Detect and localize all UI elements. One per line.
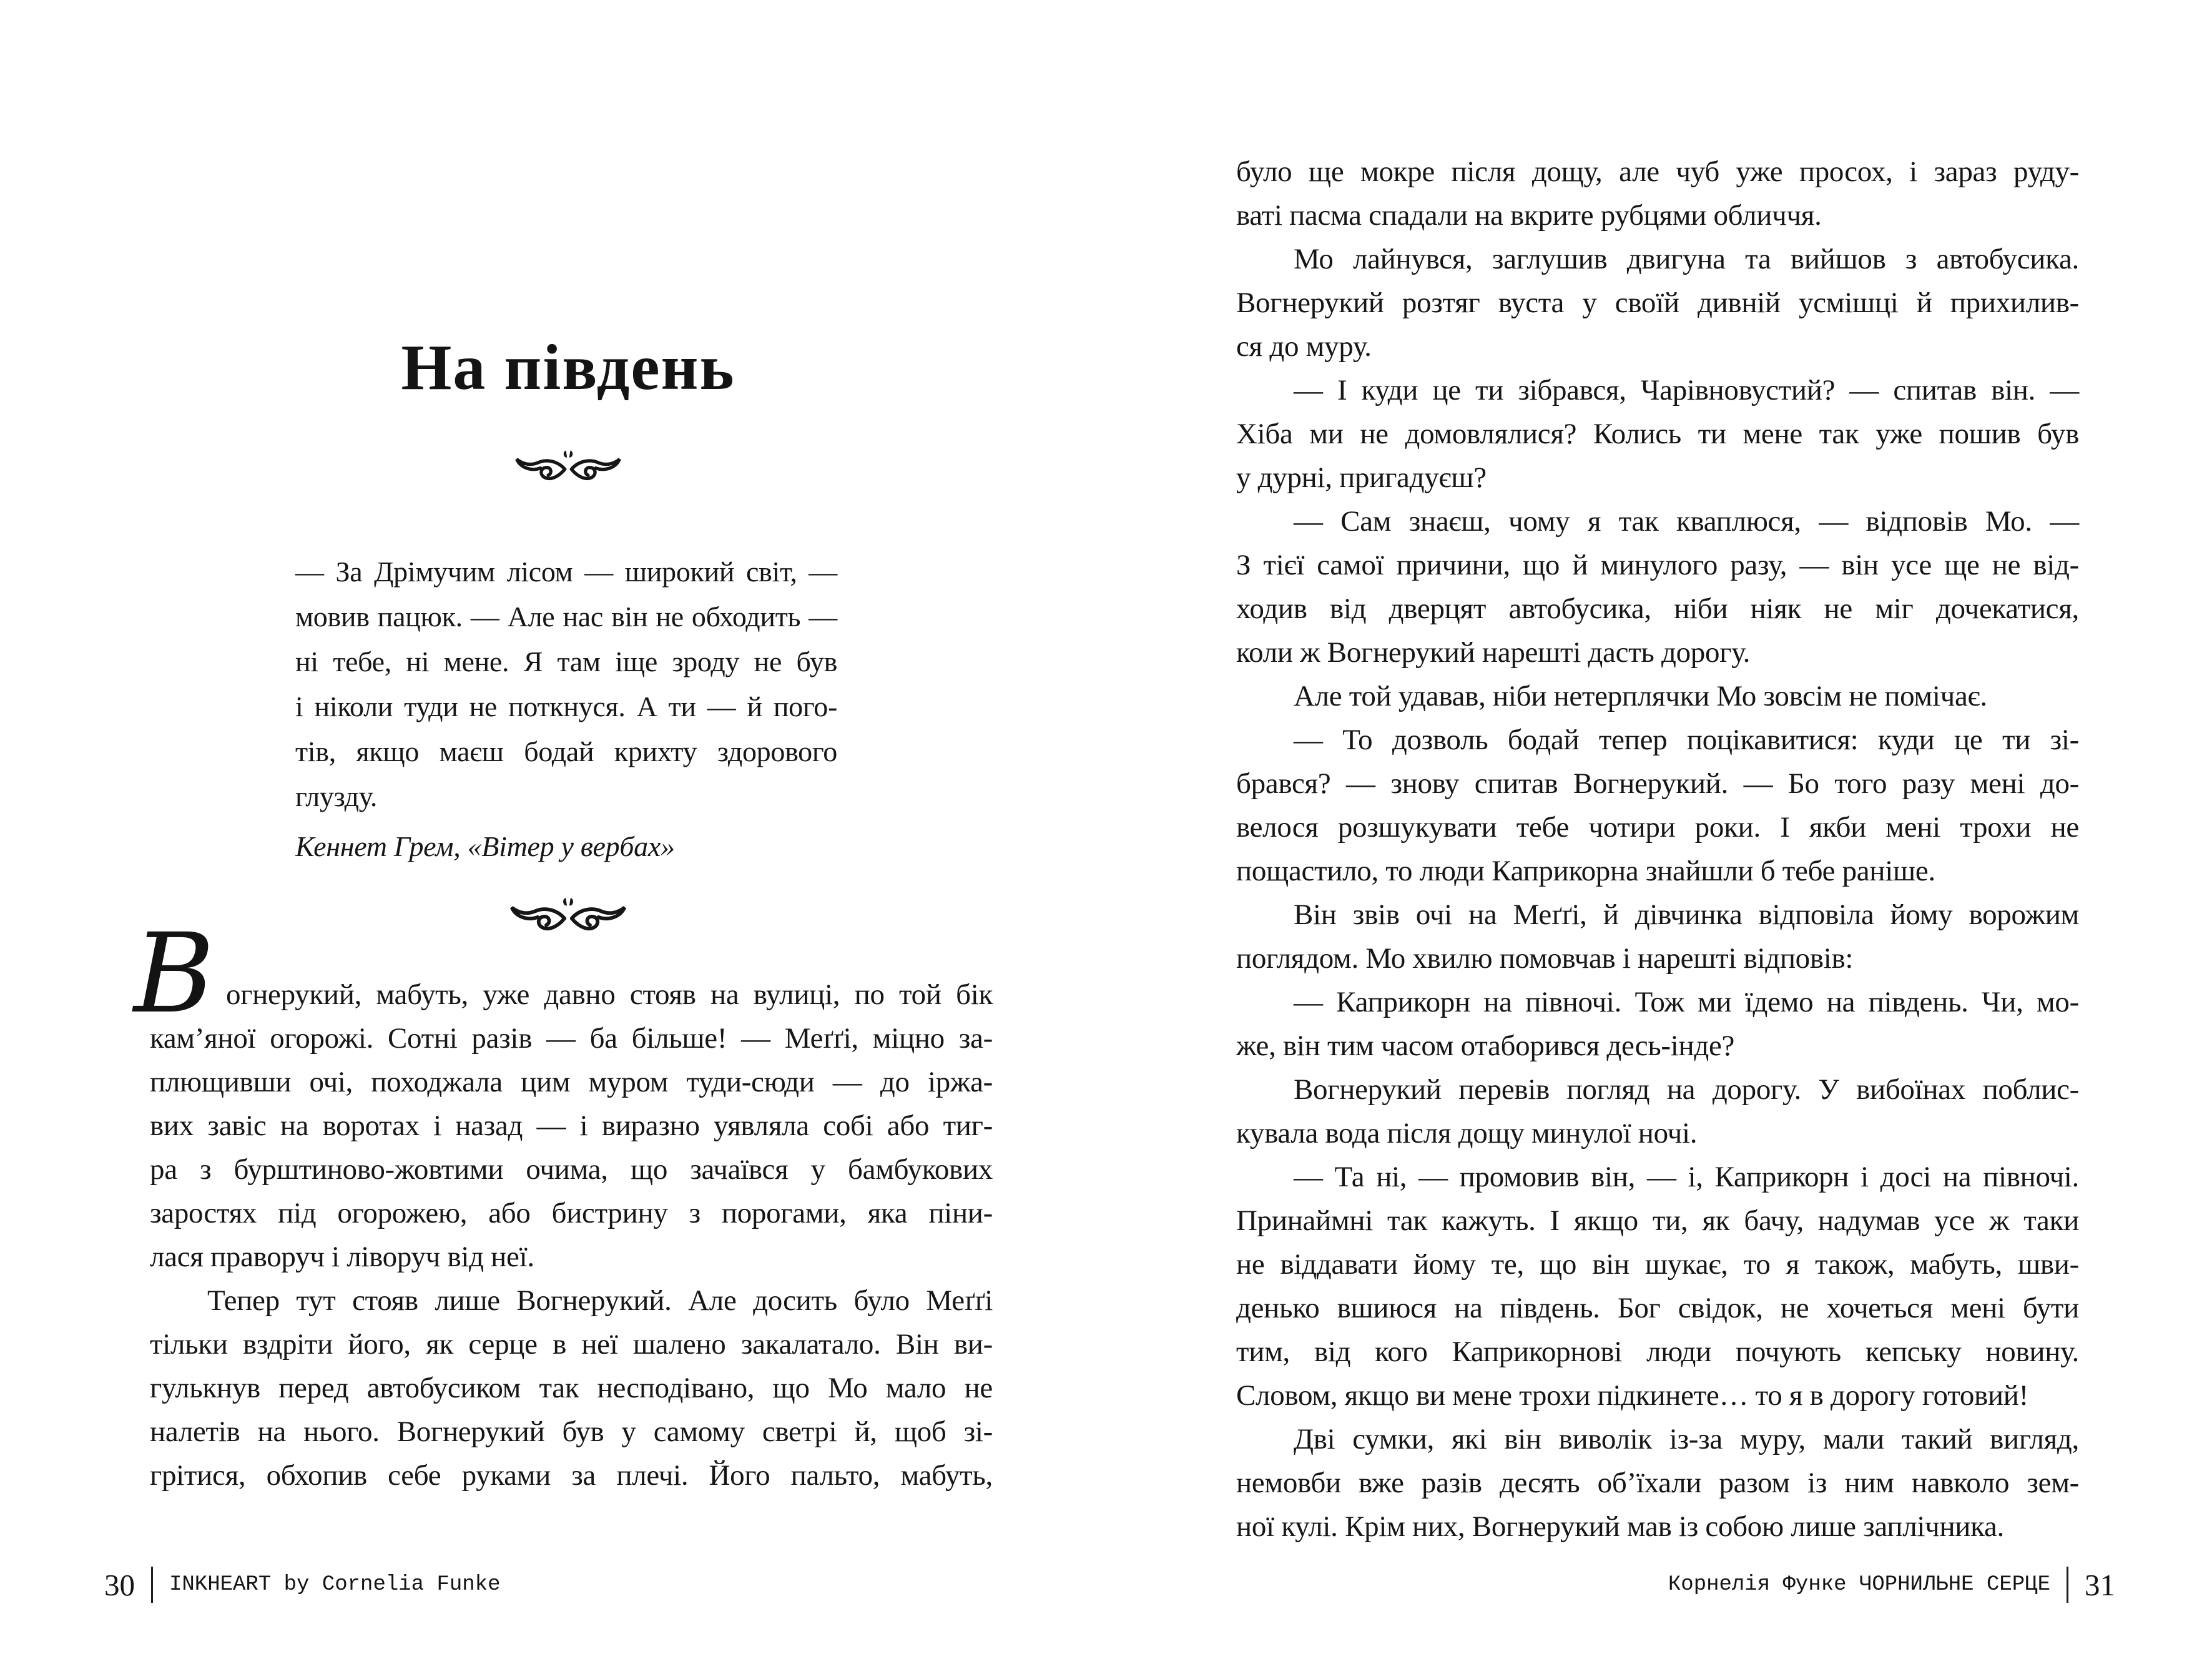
body-line: заростях під огорожею, або бистрину з порогами, яка піни- — [150, 1197, 993, 1229]
body-line: Але той удавав, ніби нетерплячки Мо зовсім не помічає. — [1294, 680, 1987, 712]
body-line: поглядом. Мо хвилю помовчав і нарешті відповів: — [1236, 942, 1854, 975]
left-page-footer — [104, 1562, 501, 1607]
body-line: пощастило, то люди Каприкорна знайшли б тебе раніше. — [1236, 855, 1935, 887]
body-line: велося розшукувати тебе чотири роки. І якби мені трохи не — [1236, 811, 2079, 844]
body-line: вих завіс на воротах і назад — і виразно уявляла собі або тиг- — [150, 1110, 993, 1142]
running-title: Корнелія Функе ЧОРНИЛЬНЕ СЕРЦЕ — [1668, 1573, 2050, 1597]
drop-cap: В — [134, 910, 215, 1038]
footer-divider — [151, 1567, 153, 1603]
body-line: Вогнерукий перевів погляд на дорогу. У вибоїнах поблис- — [1294, 1073, 2079, 1106]
epigraph-line: ні тебе, ні мене. Я там іще зроду не був — [295, 646, 837, 677]
page-number: 31 — [2085, 1567, 2115, 1602]
body-line: — Сам знаєш, чому я так кваплюся, — відповів Мо. — — [1294, 505, 2079, 538]
body-line: кам’яної огорожі. Сотні разів — ба більше! — Меґґі, міцно за- — [150, 1022, 993, 1055]
body-line: лася праворуч і ліворуч від неї. — [150, 1241, 534, 1273]
page-number: 30 — [104, 1567, 135, 1602]
body-line: — І куди це ти зібрався, Чарівновустий? — спитав він. — — [1294, 374, 2079, 406]
body-line: Дві сумки, які він виволік із-за муру, мали такий вигляд, — [1294, 1423, 2079, 1455]
body-line: у дурні, пригадуєш? — [1236, 461, 1487, 494]
footer-divider — [2067, 1567, 2068, 1603]
body-line: ся до муру. — [1236, 330, 1372, 363]
epigraph-line: глузду. — [295, 780, 378, 812]
epigraph-attribution: Кеннет Грем, «Вітер у вербах» — [295, 830, 675, 862]
body-line: кувала вода після дощу минулої ночі. — [1236, 1117, 1698, 1149]
chapter-title: На південь — [401, 331, 735, 403]
body-line: огнерукий, мабуть, уже давно стояв на вулиці, по той бік — [226, 978, 993, 1011]
body-line: ної кулі. Крім них, Вогнерукий мав із собою лише заплічника. — [1236, 1510, 2004, 1543]
body-line: же, він тим часом отаборився десь-інде? — [1236, 1030, 1735, 1062]
epigraph-line: і ніколи туди не поткнуся. А ти — й пого- — [295, 691, 837, 722]
body-line: було ще мокре після дощу, але чуб уже просох, і зараз руду- — [1236, 155, 2079, 188]
body-line: ваті пасма спадали на вкрите рубцями обличчя. — [1236, 199, 1822, 232]
body-line: Принаймні так кажуть. І якщо ти, як бачу, надумав усе ж таки — [1236, 1204, 2079, 1237]
section-ornament-icon — [144, 894, 993, 940]
body-line: Вогнерукий розтяг вуста у своїй дивній усмішці й прихилив- — [1236, 287, 2079, 319]
body-line: тільки вздріти його, як серце в неї шалено закалатало. Він ви- — [150, 1328, 993, 1361]
epigraph-line: мовив пацюк. — Але нас він не обходить — — [295, 601, 837, 633]
right-page-body — [1236, 150, 2079, 1548]
body-line: денько вшиюся на південь. Бог свідок, не хочеться мені бути — [1236, 1292, 2079, 1324]
body-line: Він звів очі на Меґґі, й дівчинка відповіла йому ворожим — [1294, 898, 2079, 931]
body-line: ра з бурштиново-жовтими очима, що зачаївся у бамбукових — [150, 1153, 993, 1186]
body-line: налетів на нього. Вогнерукий був у самому светрі й, щоб зі- — [150, 1415, 993, 1448]
body-line: плющивши очі, походжала цим муром туди-сюди — до іржа- — [150, 1066, 993, 1098]
body-line: Мо лайнувся, заглушив двигуна та вийшов з автобусика. — [1294, 243, 2079, 275]
body-line: грітися, обхопив себе руками за плечі. Його пальто, мабуть, — [150, 1459, 993, 1492]
running-title: INKHEART by Cornelia Funke — [169, 1573, 501, 1597]
epigraph — [295, 549, 837, 819]
right-page-footer — [1668, 1562, 2115, 1607]
body-line: немовби вже разів десять об’їхали разом із ним навколо зем- — [1236, 1467, 2079, 1499]
body-line: — Каприкорн на півночі. Тож ми їдемо на південь. Чи, мо- — [1294, 986, 2079, 1018]
left-page-body — [150, 973, 993, 1497]
body-line: — То дозволь бодай тепер поцікавитися: куди це ти зі- — [1294, 724, 2079, 756]
body-line: гулькнув перед автобусиком так несподівано, що Мо мало не — [150, 1372, 993, 1404]
epigraph-line: тів, якщо маєш бодай крихту здорового — [295, 736, 837, 767]
body-line: брався? — знову спитав Вогнерукий. — Бо того разу мені до- — [1236, 767, 2079, 800]
body-line: тим, від кого Каприкорнові люди почують кепську новину. — [1236, 1336, 2079, 1368]
body-line: Словом, якщо ви мене трохи підкинете… то я в дорогу готовий! — [1236, 1379, 2028, 1412]
body-line: ходив від дверцят автобусика, ніби ніяк не міг дочекатися, — [1236, 593, 2079, 625]
body-line: Хіба ми не домовлялися? Колись ти мене так уже пошив був — [1236, 418, 2079, 450]
body-line: Тепер тут стояв лише Вогнерукий. Але досить було Меґґі — [207, 1284, 993, 1317]
body-line: З тієї самої причини, що й минулого разу, — він усе ще не від- — [1236, 549, 2079, 581]
body-line: коли ж Вогнерукий нарешті дасть дорогу. — [1236, 636, 1751, 669]
section-ornament-icon — [144, 447, 993, 489]
body-line: — Та ні, — промовив він, — і, Каприкорн і досі на півночі. — [1294, 1161, 2079, 1193]
epigraph-line: — За Дрімучим лісом — широкий світ, — — [295, 556, 837, 588]
body-line: не віддавати йому те, що він шукає, то я також, мабуть, шви- — [1236, 1248, 2079, 1281]
